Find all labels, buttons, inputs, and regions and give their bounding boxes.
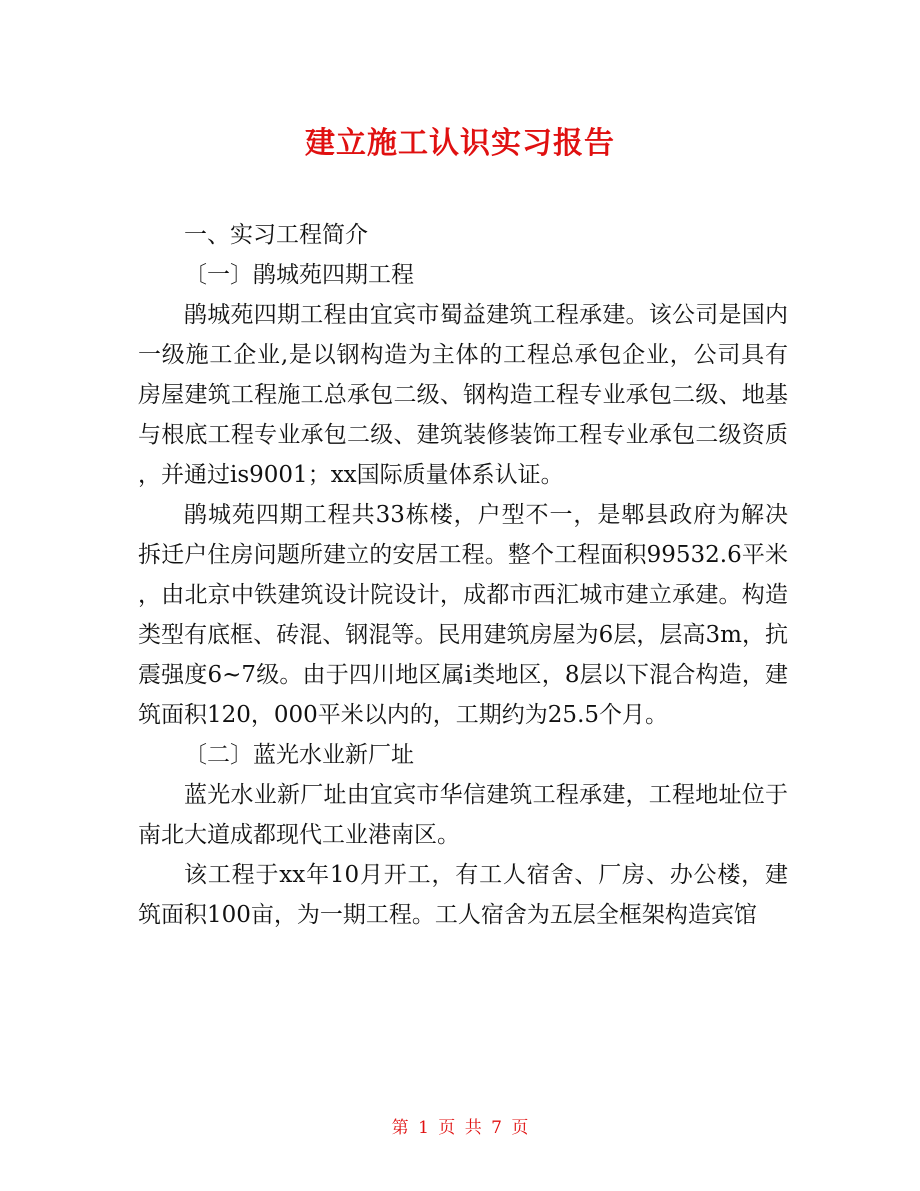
paragraph-1: 鹃城苑四期工程由宜宾市蜀益建筑工程承建。该公司是国内一级施工企业,是以钢构造为主体的工程总承包企业，公司具有房屋建筑工程施工总承包二级、钢构造工程专业承包二级、地基与根底工程专业承包二级、建筑装修装饰工程专业承包二级资质，并通过is9001；xx国际质量体系认证。	[138, 302, 788, 488]
document-title: 建立施工认识实习报告	[305, 126, 615, 161]
paragraph-2: 鹃城苑四期工程共33栋楼，户型不一，是郫县政府为解决拆迁户住房问题所建立的安居工程。整个工程面积99532.6平米，由北京中铁建筑设计院设计，成都市西汇城市建立承建。构造类型有底框、砖混、钢混等。民用建筑房屋为6层，层高3m，抗震强度6~7级。由于四川地区属i类地区，8层以下混合构造，建筑面积120，000平米以内的，工期约为25.5个月。	[138, 502, 788, 728]
page-footer: 第 1 页 共 7 页	[391, 1118, 529, 1138]
subsection-heading-2: 〔二〕蓝光水业新厂址	[184, 742, 414, 768]
paragraph-3: 蓝光水业新厂址由宜宾市华信建筑工程承建，工程地址位于南北大道成都现代工业港南区。	[138, 782, 788, 848]
section-heading: 一、实习工程简介	[184, 222, 368, 248]
paragraph-4: 该工程于xx年10月开工，有工人宿舍、厂房、办公楼，建筑面积100亩，为一期工程。工人宿舍为五层全框架构造宾馆	[138, 862, 788, 928]
document-body	[138, 215, 788, 935]
subsection-heading-1: 〔一〕鹃城苑四期工程	[184, 262, 414, 288]
